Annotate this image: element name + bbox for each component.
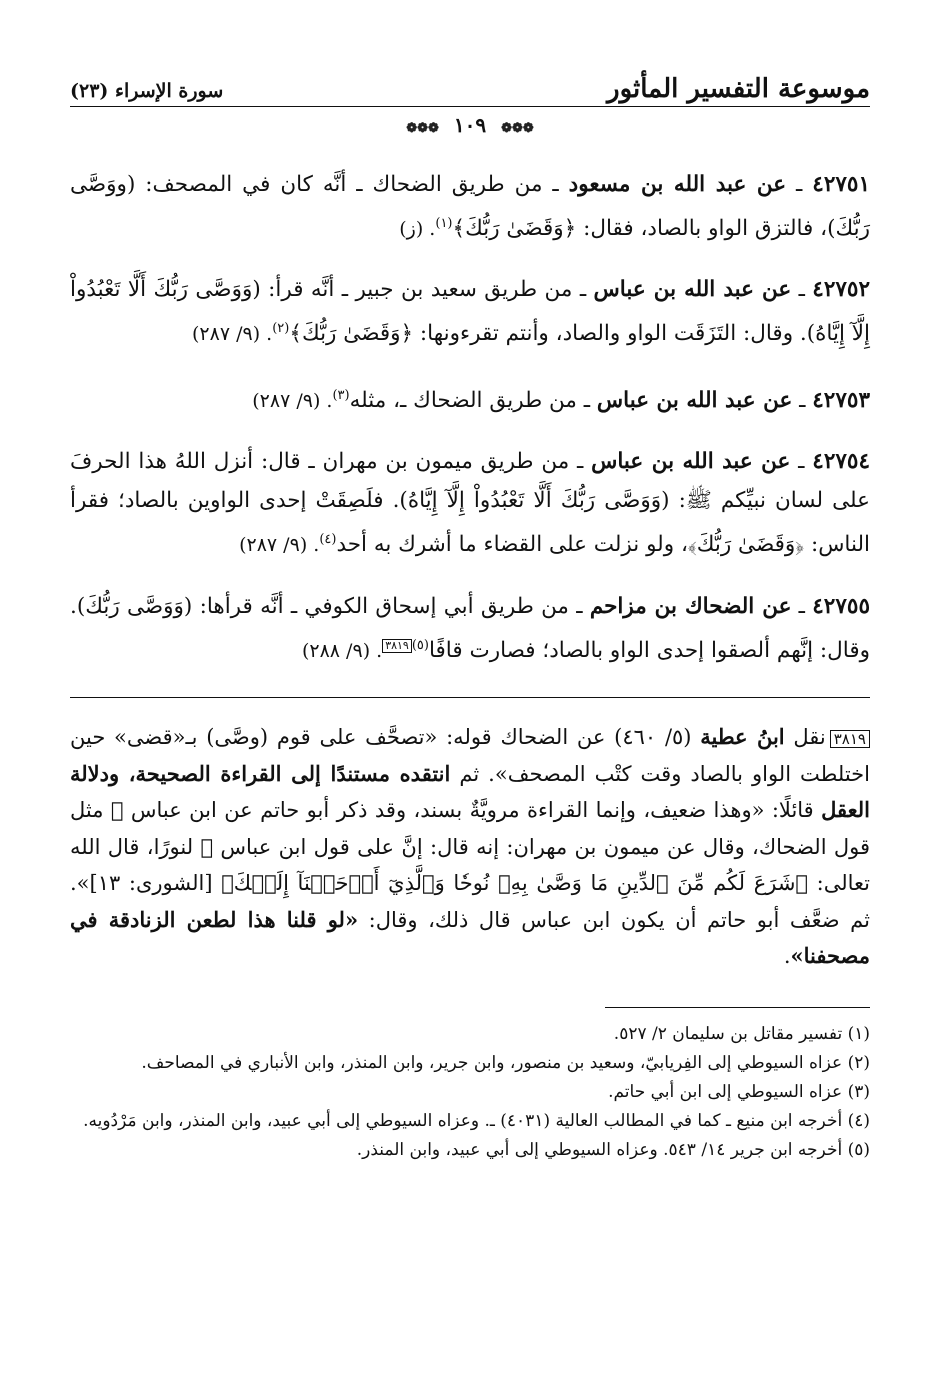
ornament-icon: ❁❁❁ <box>501 121 534 136</box>
entry-number: ٤٢٧٥٣ <box>812 387 870 413</box>
commentary-number-box: ٣٨١٩ <box>830 730 870 748</box>
entry-narrator: عن عبد الله بن مسعود <box>568 171 787 197</box>
commentary-divider <box>70 697 870 698</box>
entry-source: . (٩/ ٢٨٨) <box>301 640 383 663</box>
entry-item: ٤٢٧٥٢ ـ عن عبد الله بن عباس ـ من طريق سعيد بن جبير ـ أنَّه قرأ: (وَوَصَّى رَبُّكَ أَلَّا تَعْبُدُواْ إِلَّآ إِيَّاهُ). وقال: التَزَقَت الواو والصاد، وأنتم تقرءونها: ﴿وَقَضَىٰ رَبُّكَ﴾$^{(٢)}$. (٩/ ٢٨٧) <box>70 277 871 347</box>
book-title: موسوعة التفسير المأثور <box>607 74 870 104</box>
page-header <box>70 58 870 107</box>
entry-item: ٤٢٧٥١ ـ عن عبد الله بن مسعود ـ من طريق الضحاك ـ أنَّه كان في المصحف: (ووَصَّى رَبُّكَ)، فالتزق الواو بالصاد، فقال: ﴿وَقَضَىٰ رَبُّكَ﴾$^{(١)}$. (ز) <box>70 171 871 241</box>
entry-source: . (ز) <box>399 217 436 240</box>
commentary-text: نقل <box>784 725 826 750</box>
footnote-item: (٤) أخرجه ابن منيع ـ كما في المطالب العالية (٤٠٣١) ـ. وعزاه السيوطي إلى أبي عبيد، وابن المنذر، وابن مَرْدُويه. <box>83 1110 870 1131</box>
footnote-item: (٣) عزاه السيوطي إلى ابن أبي حاتم. <box>608 1081 870 1102</box>
commentary-emphasis: «لو قلنا هذا لطعن الزنادقة في مصحفنا» <box>70 906 870 969</box>
footnote-ref[interactable]: (٣) <box>332 387 350 403</box>
footnote-ref[interactable]: (٥) <box>411 638 429 654</box>
entry-number: ٤٢٧٥١ <box>812 171 871 197</box>
entry-text: ـ من طريق الضحاك ـ أنَّه كان في المصحف: (ووَصَّى رَبُّكَ)، فالتزق الواو بالصاد، فقال: ﴿وَقَضَىٰ رَبُّكَ﴾ <box>70 171 870 241</box>
entry-text: ـ من طريق أبي إسحاق الكوفي ـ أنَّه قرأها: (وَوَصَّى رَبُّكَ). وقال: إنَّهم ألصقوا إحدى الواو بالصاد؛ فصارت قافًا <box>70 594 870 664</box>
entries <box>70 165 870 672</box>
entry-item: ٤٢٧٥٥ ـ عن الضحاك بن مزاحم ـ من طريق أبي إسحاق الكوفي ـ أنَّه قرأها: (وَوَصَّى رَبُّكَ). وقال: إنَّهم ألصقوا إحدى الواو بالصاد؛ فصارت قافًا$^{(٥)}$٣٨١٩. (٩/ ٢٨٨) <box>70 594 870 664</box>
entry-item: ٤٢٧٥٣ ـ عن عبد الله بن عباس ـ من طريق الضحاك ـ، مثله$^{(٣)}$. (٩/ ٢٨٧) <box>252 387 870 413</box>
footnote-ref[interactable]: (١) <box>435 215 453 231</box>
footnote-ref[interactable]: (٤) <box>319 532 337 548</box>
commentary-emphasis: انتقده مستندًا إلى القراءة الصحيحة، ودلالة العقل <box>70 760 870 823</box>
commentary-text: (٥/ ٤٦٠) عن الضحاك قوله: «تصحَّف على قوم (وصَّى) بـ«قضى» حين اختلطت الواو بالصاد وقت كتْب المصحف». ثم <box>70 725 870 786</box>
commentary-text: . <box>783 944 791 969</box>
entry-text: ـ من طريق ميمون بن مهران ـ قال: أنزل اللهُ هذا الحرفَ على لسان نبيِّكم ﷺ: (وَوَصَّى رَبُّكَ أَلَّا تَعْبُدُواْ إِلَّآ إِيَّاهُ). فلَصِقَتْ إحدى الواوين بالصاد؛ فقرأ الناس: ﴿وَقَضَىٰ رَبُّكَ﴾، ولو نزلت على القضاء ما أشرك به أحد <box>70 449 870 558</box>
entry-narrator: عن عبد الله بن عباس <box>591 449 791 475</box>
ornament-icon: ❁❁❁ <box>406 121 439 136</box>
entry-source: . (٩/ ٢٨٧) <box>252 389 333 412</box>
footnote-rule <box>605 1007 870 1008</box>
entry-narrator: عن الضحاك بن مزاحم <box>589 594 792 620</box>
footnote-item: (٢) عزاه السيوطي إلى الفِريابيّ، وسعيد بن منصور، وابن جرير، وابن المنذر، وابن الأنباري في المصاحف. <box>141 1052 870 1073</box>
page-number-row <box>70 113 870 143</box>
commentary-ref-box[interactable]: ٣٨١٩ <box>382 639 412 653</box>
entry-text: ـ من طريق الضحاك ـ، مثله <box>349 387 591 413</box>
commentary-author: ابنُ عطية <box>700 724 785 750</box>
footnotes <box>70 1020 870 1164</box>
entry-narrator: عن عبد الله بن عباس <box>593 277 792 303</box>
footnote-item: (١) تفسير مقاتل بن سليمان ٢/ ٥٢٧. <box>613 1023 870 1044</box>
entry-narrator: عن عبد الله بن عباس <box>596 387 793 413</box>
entry-text: ـ من طريق سعيد بن جبير ـ أنَّه قرأ: (وَوَصَّى رَبُّكَ أَلَّا تَعْبُدُواْ إِلَّآ إِيَّاهُ). وقال: التَزَقَت الواو والصاد، وأنتم تقرءونها: ﴿وَقَضَىٰ رَبُّكَ﴾ <box>70 277 870 347</box>
entry-number: ٤٢٧٥٢ <box>812 277 871 303</box>
surah-title: سورة الإسراء (٢٣) <box>70 80 224 102</box>
footnote-ref[interactable]: (٢) <box>272 321 290 337</box>
entry-item: ٤٢٧٥٤ ـ عن عبد الله بن عباس ـ من طريق ميمون بن مهران ـ قال: أنزل اللهُ هذا الحرفَ على لسان نبيِّكم ﷺ: (وَوَصَّى رَبُّكَ أَلَّا تَعْبُدُواْ إِلَّآ إِيَّاهُ). فلَصِقَتْ إحدى الواوين بالصاد؛ فقرأ الناس: ﴿وَقَضَىٰ رَبُّكَ﴾، ولو نزلت على القضاء ما أشرك به أحد$^{(٤)}$. (٩/ ٢٨٧) <box>70 449 871 558</box>
entry-number: ٤٢٧٥٤ <box>812 449 871 475</box>
page-number: ١٠٩ <box>453 113 487 137</box>
commentary <box>70 719 870 975</box>
commentary-text: قائلًا: «وهذا ضعيف، وإنما القراءة مرويَّةٌ بسند، وقد ذكر أبو حاتم عن ابن عباس ﵁ مثل قول الضحاك، وقال عن ميمون بن مهران: إنه قال: إنَّ على قول ابن عباس ﵁ لنورًا، قال الله تعالى: ﴿شَرَعَ لَكُم مِّنَ ٱلدِّينِ مَا وَصَّىٰ بِهِۦ نُوحٗا وَٱلَّذِيٓ أَوۡحَيۡنَآ إِلَيۡكَ﴾ [الشورى: ١٣]». ثم ضعَّف أبو حاتم أن يكون ابن عباس قال ذلك، وقال: <box>70 798 870 932</box>
footnote-item: (٥) أخرجه ابن جرير ١٤/ ٥٤٣. وعزاه السيوطي إلى أبي عبيد، وابن المنذر. <box>356 1139 870 1160</box>
entry-number: ٤٢٧٥٥ <box>812 594 870 620</box>
entry-source: . (٩/ ٢٨٧) <box>239 534 320 557</box>
entry-source: . (٩/ ٢٨٧) <box>192 323 273 346</box>
